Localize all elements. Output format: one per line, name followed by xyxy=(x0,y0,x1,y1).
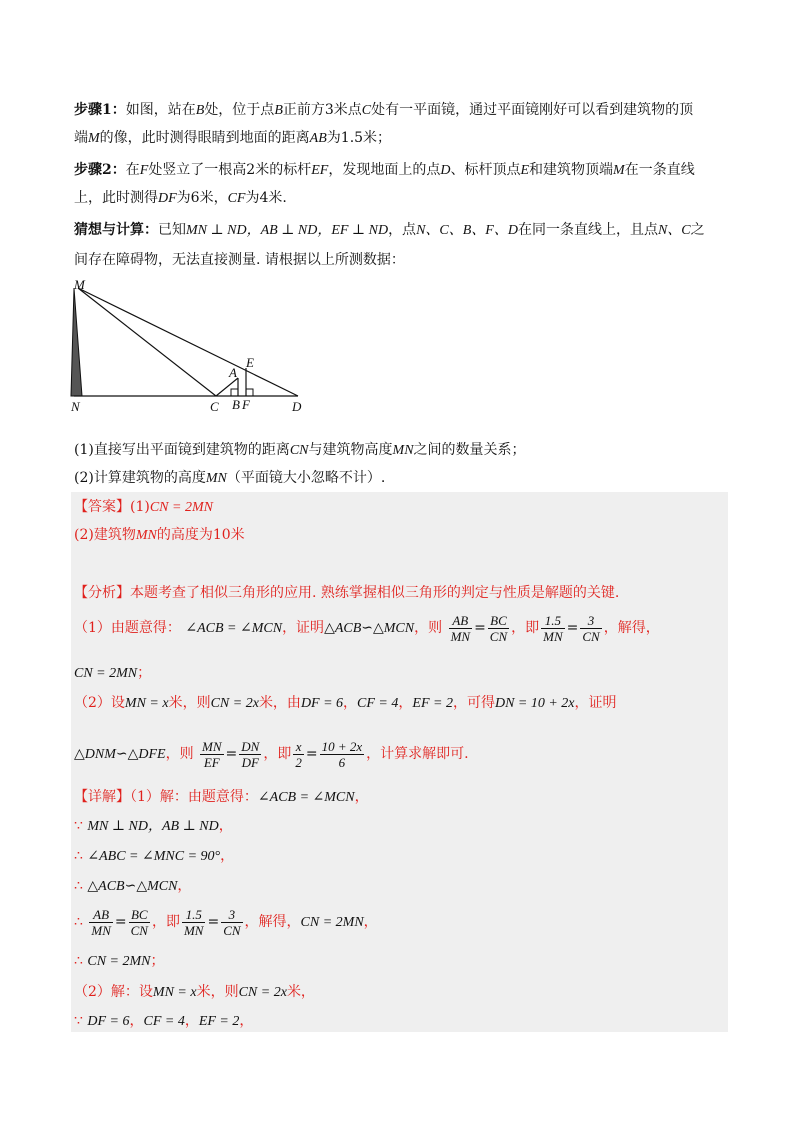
analysis-line1: （1）由题意得： ∠ACB = ∠MCN，证明△ACB∽△MCN，则 $\frac{AB}{MN}$ = $\frac{BC}{CN}$ ，即 $\frac{1.5}{MN}$ = $\frac{3}{CN}$ ，解得， xyxy=(74,612,660,644)
analysis-line2: CN = 2MN； xyxy=(74,665,152,681)
right-angle-f xyxy=(246,389,253,396)
label-M: M xyxy=(74,278,85,292)
step2-line1: 步骤2：在F处竖立了一根高2米的标杆EF，发现地面上的点D、标杆顶点E和建筑物顶端M在一条直线 xyxy=(74,162,695,178)
right-angle-b xyxy=(231,389,238,396)
question-2: (2)计算建筑物的高度MN（平面镜大小忽略不计）. xyxy=(74,470,386,486)
step1-line2: 端M的像，此时测得眼睛到地面的距离AB为1.5米； xyxy=(74,130,392,146)
detail-line1: 【详解】（1）解：由题意得：∠ACB = ∠MCN， xyxy=(74,789,369,805)
label-E: E xyxy=(246,355,254,370)
detail-line8: ∵ DF = 6，CF = 4，EF = 2， xyxy=(74,1013,254,1029)
fraction: $\frac{AB}{MN}$ xyxy=(450,612,471,644)
fraction: $\frac{3}{CN}$ xyxy=(582,612,600,644)
line-md xyxy=(78,288,298,396)
guess-label: 猜想与计算： xyxy=(74,222,158,238)
label-F: F xyxy=(242,397,250,412)
label-N: N xyxy=(71,399,80,414)
building-shape xyxy=(71,288,82,396)
detail-line4: ∴ △ACB∽△MCN， xyxy=(74,878,192,894)
line-ca xyxy=(216,378,238,396)
analysis-label: 【分析】 xyxy=(74,585,130,601)
analysis-line0: 【分析】本题考查了相似三角形的应用. 熟练掌握相似三角形的判定与性质是解题的关键. xyxy=(74,585,620,601)
label-B: B xyxy=(232,397,240,412)
fraction: $\frac{BC}{CN}$ xyxy=(489,612,508,644)
detail-line5: ∴ $\frac{AB}{MN}$ = $\frac{BC}{CN}$ ，即 $\frac{1.5}{MN}$ = $\frac{3}{CN}$ ，解得，CN = 2MN， xyxy=(74,906,378,938)
analysis-line3: （2）设MN = x米，则CN = 2x米，由DF = 6，CF = 4，EF = 2，可得DN = 10 + 2x，证明 xyxy=(74,695,617,711)
question-1: (1)直接写出平面镜到建筑物的距离CN与建筑物高度MN之间的数量关系； xyxy=(74,442,526,458)
line-mc xyxy=(78,288,216,396)
detail-label: 【详解】 xyxy=(74,789,130,805)
detail-line3: ∴ ∠ABC = ∠MNC = 90°， xyxy=(74,848,235,864)
fraction: $\frac{BC}{CN}$ xyxy=(130,906,148,938)
step1-label: 步骤1： xyxy=(74,102,126,118)
step2-line2: 上，此时测得DF为6米，CF为4米. xyxy=(74,190,287,206)
answer-line1: 【答案】(1)CN = 2MN xyxy=(74,499,213,515)
fraction: $\frac{AB}{MN}$ xyxy=(91,906,111,938)
answer-label: 【答案】 xyxy=(74,499,130,515)
fraction: $\frac{10 + 2x}{6}$ xyxy=(321,738,363,770)
fraction: $\frac{MN}{EF}$ xyxy=(202,738,222,770)
label-C: C xyxy=(210,399,219,414)
detail-line2: ∵ MN ⊥ ND，AB ⊥ ND， xyxy=(74,818,233,834)
step2-label: 步骤2： xyxy=(74,162,126,178)
detail-line7: （2）解：设MN = x米，则CN = 2x米， xyxy=(74,984,315,1000)
step1-line1: 步骤1：如图，站在B处，位于点B正前方3米点C处有一平面镜，通过平面镜刚好可以看到建筑物的顶 xyxy=(74,102,694,118)
fraction: $\frac{DN}{DF}$ xyxy=(241,738,260,770)
label-A: A xyxy=(229,365,237,380)
geometry-figure xyxy=(66,278,316,418)
fraction: $\frac{1.5}{MN}$ xyxy=(543,612,563,644)
fraction: $\frac{3}{CN}$ xyxy=(223,906,241,938)
detail-line6: ∴ CN = 2MN； xyxy=(74,953,165,969)
guess-line1: 猜想与计算：已知MN ⊥ ND，AB ⊥ ND，EF ⊥ ND，点N、C、B、F、D在同一条直线上，且点N、C之 xyxy=(74,222,705,238)
fraction: $\frac{1.5}{MN}$ xyxy=(183,906,204,938)
fraction: $\frac{x}{2}$ xyxy=(295,738,302,770)
answer-line2: (2)建筑物MN的高度为10米 xyxy=(74,527,245,543)
label-D: D xyxy=(292,399,302,414)
guess-line2: 间存在障碍物，无法直接测量. 请根据以上所测数据： xyxy=(74,252,405,268)
analysis-line4: △DNM∽△DFE，则 $\frac{MN}{EF}$ = $\frac{DN}{DF}$ ，即 $\frac{x}{2}$ = $\frac{10 + 2x}{6}$ ，计算求解即可. xyxy=(74,738,469,770)
